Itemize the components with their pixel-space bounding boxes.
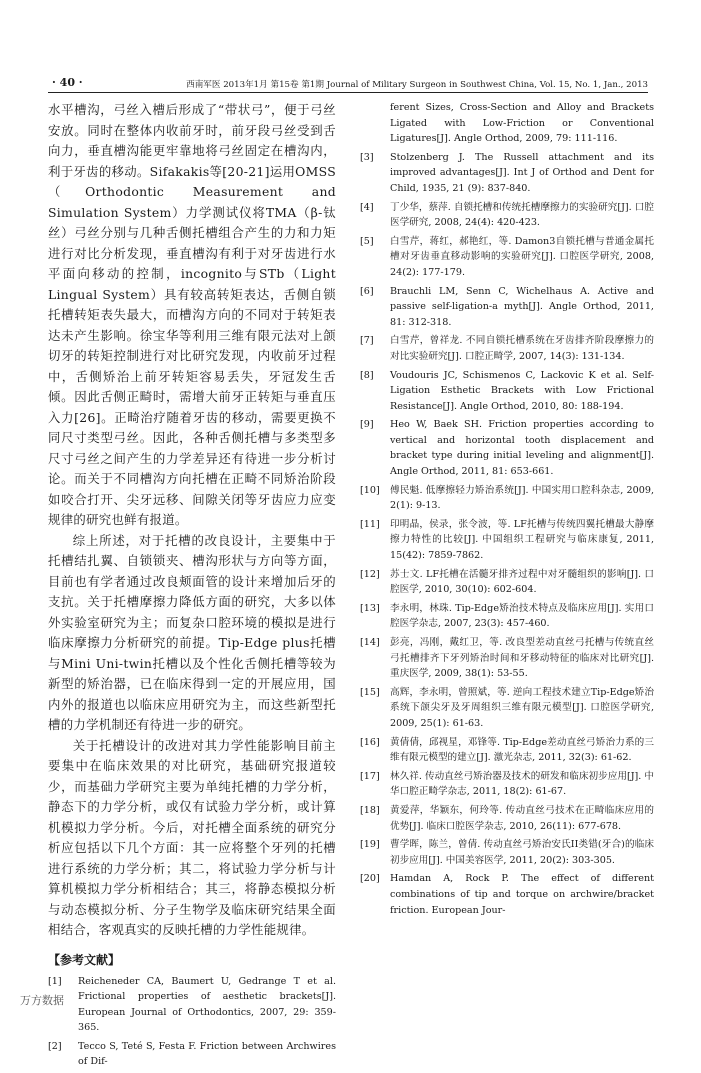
body-paragraph: 关于托槽设计的改进对其力学性能影响目前主要集中在临床效果的对比研究，基础研究报道较少，而基础力学研究主要为单纯托槽的力学分析，静态下的力学分析，或仅有试验力学分析，或计算机模拟力学分析。今后，对托槽全面系统的研究分析应包括以下几个方面：其一应将整个牙列的托槽进行系统的力学分析；其二，将试验力学分析与计算机模拟力学分析相结合；其三，将静态模拟分析与动态模拟分析、分子生物学及临床研究结果全面相结合，客观真实的反映托槽的力学性能规律。 [48,737,336,937]
reference-item [360,803,654,834]
reference-number: [10] [360,484,380,496]
reference-text: 白雪芹，蒋红，郝艳红，等. Damon3自锁托槽与普通金属托槽对牙齿垂直移动影响的实验研究[J]. 口腔医学研究, 2008, 24(2): 177-179. [390,235,654,278]
reference-text: 彭亮，冯刚，戴红卫，等. 改良型差动直丝弓托槽与传统直丝弓托槽排齐下牙列矫治时间和牙移动特征的临床对比研究[J]. 重庆医学, 2009, 38(1): 53-55. [390,637,654,680]
running-header [48,74,648,93]
reference-number: [15] [360,686,380,698]
reference-text: 丁少华，蔡萍. 自锁托槽和传统托槽摩擦力的实验研究[J]. 口腔医学研究, 2008, 24(4): 420-423. [390,201,654,229]
reference-text: 白雪芹，曾祥龙. 不同自锁托槽系统在牙齿排齐阶段摩擦力的对比实验研究[J]. 口腔正畸学, 2007, 14(3): 131-134. [390,335,654,362]
reference-item [360,735,654,766]
reference-item [48,974,336,1036]
reference-text: Reicheneder CA, Baumert U, Gedrange T et al. Frictional properties of aesthetic brackets[J]. European Journal of Orthodontics, 2007, 29: 359-365. [78,975,336,1034]
reference-text: Heo W, Baek SH. Friction properties according to vertical and horizontal tooth displacement and bracket type during initial leveling and alignment[J]. Angle Orthod, 2011, 81: 653-661. [390,419,654,478]
reference-number: [3] [360,151,374,163]
reference-text: Stolzenberg J. The Russell attachment and its improved advantages[J]. Int J of Orthod and Dent for Child, 1935, 21 (9): 837-840. [390,151,654,194]
reference-number: [14] [360,637,380,648]
reference-number: [20] [360,873,380,885]
reference-item [48,1039,336,1070]
reference-item [360,483,654,514]
reference-item [360,200,654,231]
reference-number: [6] [360,285,374,297]
reference-text: 高辉，李永明，曾照斌，等. 逆向工程技术建立Tip-Edge矫治系统下颌尖牙及牙周组织三维有限元模型[J]. 口腔医学研究, 2009, 25(1): 61-63. [390,686,654,729]
reference-number: [18] [360,804,380,816]
reference-number: [17] [360,770,380,782]
left-column [48,100,336,1073]
reference-text: 印明晶，侯录，张令波，等. LF托槽与传统四翼托槽最大静摩擦力特性的比较[J]. 中国组织工程研究与临床康复, 2011, 15(42): 7859-7862. [390,518,654,562]
reference-item [360,635,654,682]
reference-item [360,517,654,564]
reference-item [360,284,654,331]
reference-text: Voudouris JC, Schismenos C, Lackovic K et al. Self-Ligation Esthetic Brackets with Low Frictional Resistance[J]. Angle Orthod, 2010, 80: 188-194. [390,369,654,412]
reference-number: [1] [48,975,62,987]
reference-number: [11] [360,518,380,530]
reference-text: 黄倩倩，邱视星，邓锋等. Tip-Edge差动直丝弓矫治力系的三维有限元模型的建立[J]. 激光杂志, 2011, 32(3): 61-62. [390,736,654,764]
reference-text: Tecco S, Teté S, Festa F. Friction between Archwires of Dif- [78,1040,336,1068]
reference-text: 傅民魁. 低摩擦轻力矫治系统[J]. 中国实用口腔科杂志, 2009, 2(1): 9-13. [390,484,654,512]
reference-number: [13] [360,602,380,614]
reference-list [360,150,654,918]
reference-number: [4] [360,201,374,213]
reference-item [360,368,654,415]
body-paragraph: 水平槽沟，弓丝入槽后形成了“带状弓”，便于弓丝安放。同时在整体内收前牙时，前牙段弓丝受到舌向力，垂直槽沟能更牢靠地将弓丝固定在槽沟内，利于牙齿的移动。Sifakakis等[20-21]运用OMSS（Orthodontic Measurement and Simulation System）力学测试仪将TMA（β-钛丝）弓丝分别与几种舌侧托槽组合产生的力和力矩进行对比分析发现，垂直槽沟有利于对牙齿进行水平面向移动的控制，incognito与STb（Light Lingual System）具有较高转矩表达，舌侧自锁托槽转矩表失最大，而槽沟方向的不同对于转矩表达未产生影响。徐宝华等利用三维有限元法对上颌切牙的转矩控制进行对比研究发现，内收前牙过程中，舌侧矫治上前牙转矩容易丢失，牙冠发生舌倾。因此舌侧正畸时，需增大前牙正转矩与垂直压入力[26]。正畸治疗随着牙齿的移动，需要更换不同尺寸类型弓丝。因此，各种舌侧托槽与多类型多尺寸弓丝之间产生的力学差异还有待进一步分析讨论。而关于不同槽沟方向托槽在正畸不同矫治阶段如咬合打开、尖牙远移、间隙关闭等牙齿应力应变规律的研究也鲜有报道。 [48,102,336,527]
reference-item [360,567,654,598]
reference-number: [5] [360,235,374,247]
body-paragraph: 综上所述，对于托槽的改良设计，主要集中于托槽结扎翼、自锁锁夹、槽沟形状与方向等方面，目前也有学者通过改良颊面管的设计来增加后牙的支抗。关于托槽摩擦力降低方面的研究，大多以体外实验室研究为主；而复杂口腔环境的模拟是进行临床摩擦力分析研究的前提。Tip-Edge plus托槽与Mini Uni-twin托槽以及个性化舌侧托槽等较为新型的矫治器，已在临床得到一定的开展应用，国内外的报道也以临床应用研究为主，而这些新型托槽的力学机制还有待进一步的研究。 [48,532,336,732]
reference-item [360,871,654,918]
reference-continuation [360,100,654,147]
reference-text: 苏士文. LF托槽在活髓牙排齐过程中对牙髓组织的影响[J]. 口腔医学, 2010, 30(10): 602-604. [390,568,654,596]
page-number: · 40 · [52,76,83,89]
reference-number: [9] [360,419,374,431]
right-column [360,100,654,921]
reference-number: [7] [360,335,374,347]
reference-text: 李永明，林珠. Tip-Edge矫治技术特点及临床应用[J]. 实用口腔医学杂志, 2007, 23(3): 457-460. [390,602,654,630]
reference-item [360,601,654,632]
reference-item [360,234,654,281]
reference-item [360,333,654,364]
reference-item [360,417,654,479]
reference-number: [19] [360,839,380,851]
reference-number: [12] [360,568,380,580]
reference-number: [16] [360,736,380,748]
reference-text: 黄爱萍，华颖东，何玲等. 传动直丝弓技术在正畸临床应用的优势[J]. 临床口腔医学杂志, 2010, 26(11): 677-678. [390,804,654,832]
journal-info: 西南军医 2013年1月 第15卷 第1期 Journal of Military Surgeon in Southwest China, Vol. 15, No. 1, Jan., 2013 [186,80,648,90]
reference-item [360,769,654,800]
reference-text: 曹学晖，陈兰，曾倩. 传动直丝弓矫治安氏II类错(牙合)的临床初步应用[J]. 中国美容医学, 2011, 20(2): 303-305. [390,839,654,866]
reference-item [360,837,654,868]
reference-item [360,685,654,732]
reference-text: Brauchli LM, Senn C, Wichelhaus A. Active and passive self-ligation-a myth[J]. Angle Orthod, 2011, 81: 312-318. [390,285,654,328]
reference-text: ferent Sizes, Cross-Section and Alloy and Brackets Ligated with Low-Friction or Conventional Ligatures[J]. Angle Orthod, 2009, 79: 111-116. [390,102,654,145]
references-heading: 【参考文献】 [48,952,121,967]
reference-item [360,150,654,197]
reference-number: [2] [48,1040,62,1052]
reference-text: Hamdan A, Rock P. The effect of different combinations of tip and torque on archwire/bracket friction. European Jour- [390,873,654,916]
watermark: 万方数据 [20,994,64,1007]
reference-text: 林久祥. 传动直丝弓矫治器及技术的研发和临床初步应用[J]. 中华口腔正畸学杂志, 2011, 18(2): 61-67. [390,770,654,798]
reference-number: [8] [360,369,374,381]
